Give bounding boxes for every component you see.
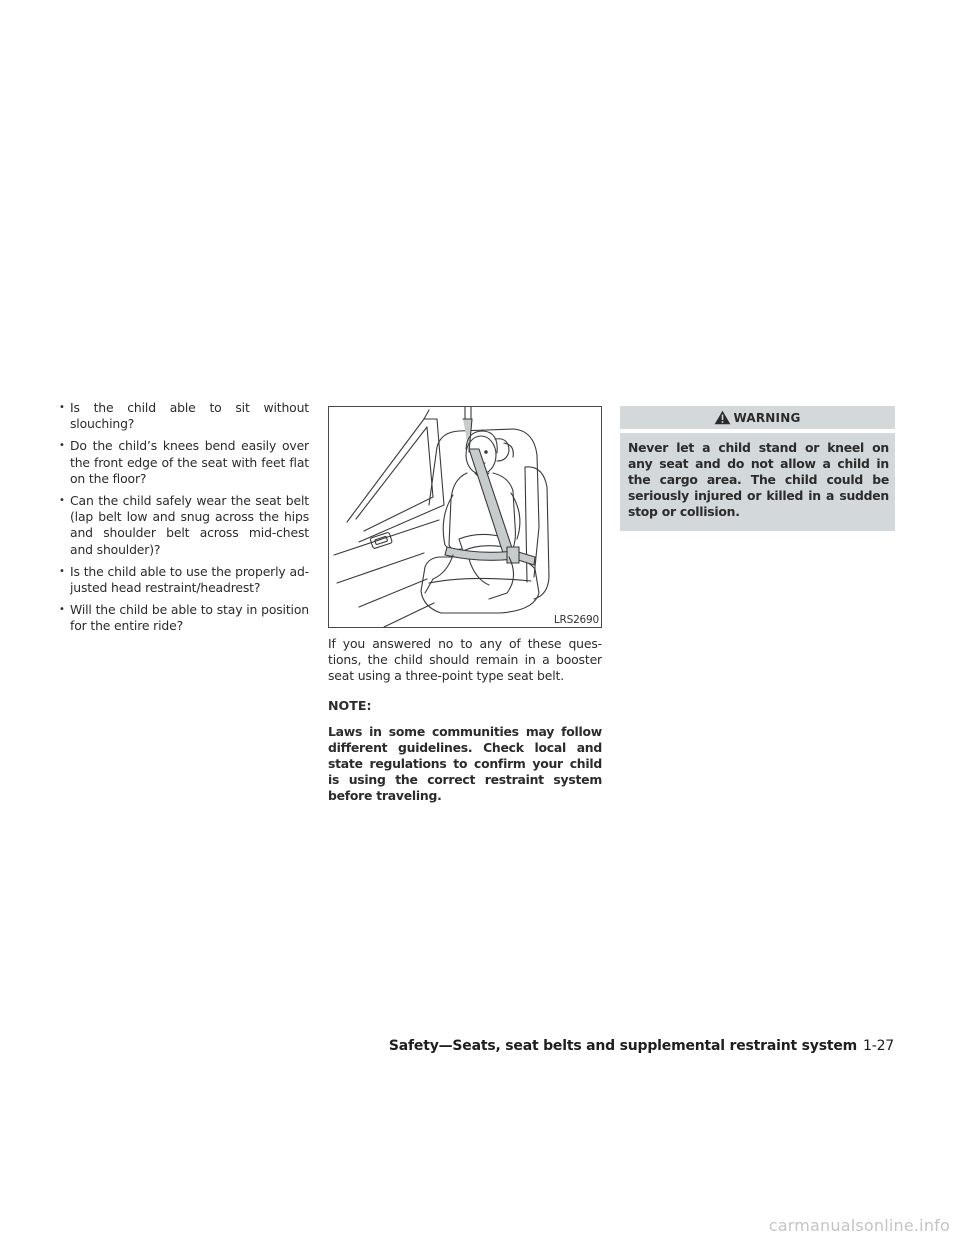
watermark: carmanualsonline.info: [768, 1216, 950, 1235]
warning-title: WARNING: [733, 410, 801, 425]
warning-triangle-icon: [714, 410, 731, 425]
guidance-paragraph: If you answered no to any of these ques-tions, the child should remain in a booster seat using a three-point type seat belt.: [328, 636, 602, 683]
checklist-item: • Is the child able to sit without slouching?: [57, 400, 309, 432]
warning-box: [620, 406, 895, 531]
warning-header: [620, 406, 895, 429]
page-number: 1-27: [863, 1038, 894, 1054]
checklist-item: • Is the child able to use the properly ad-justed head restraint/headrest?: [57, 564, 309, 596]
checklist-item: • Do the child’s knees bend easily over the front edge of the seat with feet flat on the floor?: [57, 438, 309, 487]
checklist: [57, 400, 309, 635]
figure-code: LRS2690: [553, 614, 599, 626]
booster-seat-illustration: [328, 406, 602, 628]
left-column: [57, 400, 309, 641]
right-column: [620, 400, 895, 531]
checklist-item: • Will the child be able to stay in position for the entire ride?: [57, 602, 309, 634]
section-title: Safety—Seats, seat belts and supplemental restraint system: [388, 1038, 858, 1054]
middle-column: [328, 400, 602, 804]
page-footer: [389, 1038, 894, 1054]
note-title: NOTE:: [328, 698, 372, 713]
checklist-item: • Can the child safely wear the seat belt (lap belt low and snug across the hips and shoulder belt across mid-chest and shoulder)?: [57, 493, 309, 558]
note-body: Laws in some communities may follow different guidelines. Check local and state regulations to confirm your child is using the correct restraint system before traveling.: [328, 724, 602, 803]
warning-body: Never let a child stand or kneel on any seat and do not allow a child in the cargo area. The child could be seriously injured or killed in a sudden stop or collision.: [620, 433, 895, 531]
